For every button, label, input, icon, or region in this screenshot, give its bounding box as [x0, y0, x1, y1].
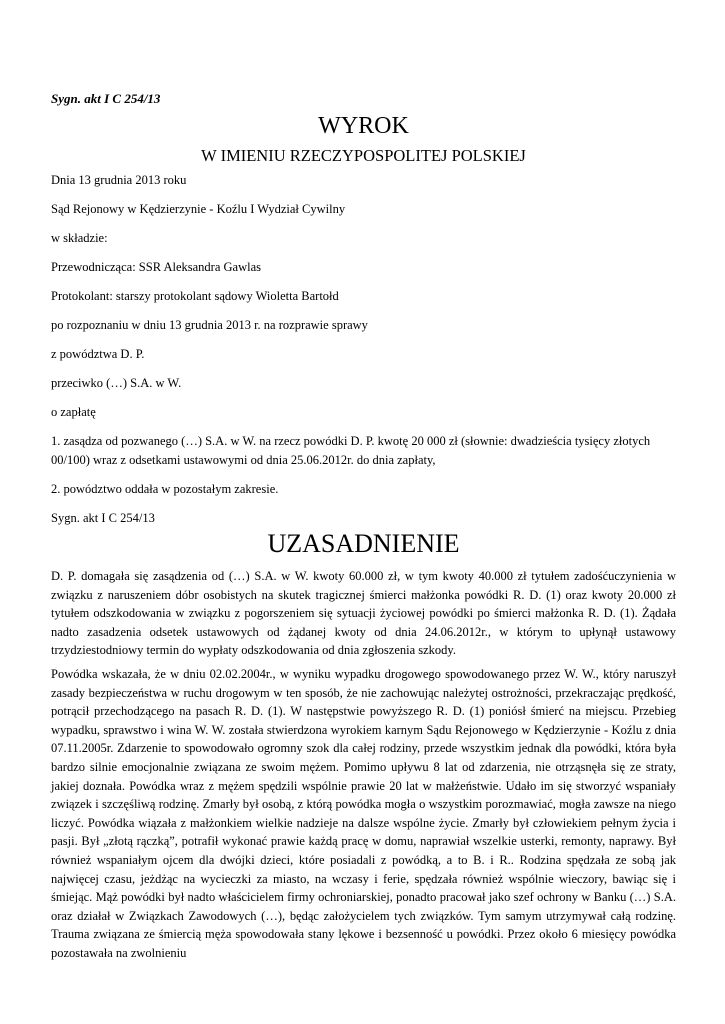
justification-paragraph-2: Powódka wskazała, że w dniu 02.02.2004r., w wyniku wypadku drogowego spowodowanego przez W. W., który naruszył zasady bezpieczeństwa w ruchu drogowym w ten sposób, że nie zachowując należytej ostrożności, przekraczając prędkość, potrącił przechodzącego na pasach R. D. (1). W następstwie powyższego R. D. (1) poniósł śmierć na miejscu. Przebieg wypadku, sprawstwo i wina W. W. została stwierdzona wyrokiem karnym Sądu Rejonowego w Kędzierzynie - Koźlu z dnia 07.11.2005r. Zdarzenie to spowodowało ogromny szok dla całej rodziny, przede wszystkim jednak dla powódki, która była bardzo silnie emocjonalnie związana ze swoim mężem. Pomimo upływu 8 lat od zdarzenia, nie otrząsnęła się ze straty, jakiej doznała. Powódka wraz z mężem spędzili wspólnie prawie 20 lat w małżeństwie. Udało im się stworzyć wspaniały związek i szczęśliwą rodzinę. Zmarły był osobą, z którą powódka mogła o wszystkim porozmawiać, mogła zawsze na niego liczyć. Powódka wiązała z małżonkiem wielkie nadzieje na dalsze wspólne życie. Zmarły był człowiekiem pełnym życia i pasji. Był „złotą rączką”, potrafił wykonać prawie każdą pracę w domu, naprawiał wszelkie usterki, remonty, naprawy. Był również wspaniałym ojcem dla dwójki dzieci, które posiadali z powódką, a to B. i R.. Rodzina spędzała ze sobą jak najwięcej czasu, jeżdżąc na wycieczki za miasto, na wczasy i ferie, spędzała również wspólnie wieczory, bawiąc się i śmiejąc. Mąż powódki był nadto właścicielem firmy ochroniarskiej, ponadto pracował jako szef ochrony w Banku (…) S.A. oraz działał w Związkach Zawodowych (…), będąc założycielem tych związków. Tym samym utrzymywał całą rodzinę. Trauma związana ze śmiercią męża spowodowała stany lękowe i bezsenność u powódki. Przez około 6 miesięcy powódka pozostawała na zwolnieniu [51, 667, 676, 960]
judgment-subtitle: W IMIENIU RZECZYPOSPOLITEJ POLSKIEJ [201, 146, 526, 165]
defendant: przeciwko (…) S.A. w W. [51, 376, 182, 390]
court-clerk: Protokolant: starszy protokolant sądowy Wioletta Bartołd [51, 289, 339, 303]
hearing-info: po rozpoznaniu w dniu 13 grudnia 2013 r. na rozprawie sprawy [51, 318, 368, 332]
judgment-date: Dnia 13 grudnia 2013 roku [51, 173, 187, 187]
plaintiff: z powództwa D. P. [51, 347, 145, 361]
justification-heading: UZASADNIENIE [267, 529, 460, 558]
judgment-title: WYROK [318, 113, 409, 139]
presiding-judge: Przewodnicząca: SSR Aleksandra Gawlas [51, 260, 262, 274]
case-reference-italic: Sygn. akt I C 254/13 [51, 91, 161, 106]
case-reference: Sygn. akt I C 254/13 [51, 511, 155, 525]
judgment-item-1: 1. zasądza od pozwanego (…) S.A. w W. na rzecz powódki D. P. kwotę 20 000 zł (słownie: dwadzieścia tysięcy złotych 00/100) wraz z odsetkami ustawowymi od dnia 25.06.2012r. do dnia zapłaty, [51, 434, 651, 467]
composition-label: w składzie: [51, 231, 108, 245]
judgment-item-2: 2. powództwo oddała w pozostałym zakresie. [51, 482, 279, 496]
case-subject: o zapłatę [51, 405, 96, 419]
court-name: Sąd Rejonowy w Kędzierzynie - Koźlu I Wydział Cywilny [51, 202, 346, 216]
justification-paragraph-1: D. P. domagała się zasądzenia od (…) S.A. w W. kwoty 60.000 zł, w tym kwoty 40.000 zł tytułem zadośćuczynienia w związku z naruszeniem dóbr osobistych na skutek tragicznej śmierci małżonka powódki R. D. (1) oraz kwoty 20.000 zł tytułem odszkodowania w związku z pogorszeniem się sytuacji życiowej powódki po śmierci małżonka R. D. (1). Żądała nadto zasadzenia odsetek ustawowych od żądanej kwoty od dnia 24.06.2012r., w którym to upłynął ustawowy trzydziestodniowy termin do wypłaty odszkodowania od dnia zgłoszenia szkody. [51, 569, 676, 658]
